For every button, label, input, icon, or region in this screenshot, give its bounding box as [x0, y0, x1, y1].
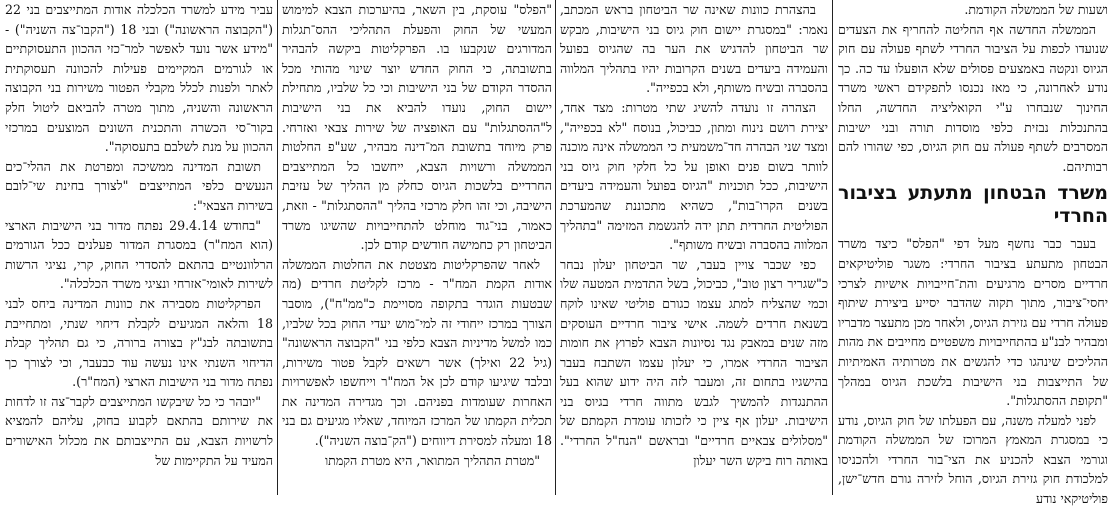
paragraph: תשובת המדינה ממשיכה ומפרטת את ההלי־כים הנעשים כלפי המתייצבים "לצורך בחינת שי־לובם בשירות הצבאי":	[5, 158, 273, 213]
article-column-1	[838, 0, 1108, 507]
paragraph: בעבר כבר נחשף מעל דפי "הפלס" כיצד משרד הבטחון מתעתע בציבור החרדי: משגר פוליטיקאים חרדיים מסרים מרגיעים והת־חייבויות אישיות לצרכי יחסי־ציבור, מתוך תקוה שהדבר יסייע ביצירת שיתוף פעולה חרדי עם גזירת הגיוס, ולאחר מכן מתעצר מדבריו ומבהיר לבנ"ע בהתחייבויות משפטיים מחייבים את מהות ההליכים שינהגו כדי להגשים את מטרותיה האמיתיות של התייצבות בני הישיבות בלשכת הגיוס במהלך "תקופת ההסתגלות".	[838, 236, 1108, 409]
paragraph: לפני למעלה משנה, עם הפעלתו של חוק הגיוס, נודע כי במסגרת המאמץ המרוכז של הממשלה הקודמת וגורמי הצבא להכניע את הצי־בור החרדי ולהכניסו למלכודת חוק גזירת הגיוס, הוחל לזירה גורם חדש־ישן, פוליטיקאי נודע	[838, 412, 1108, 507]
paragraph: עביר מידע למשרד הכלכלה אודות המתייצבים בני 22 ("הקבוצה הראשונה") ובני 18 ("הקבו־צה השניה") - "מידע אשר נועד לאפשר למר־כזי ההכוון התעסוקתיים או לגורמים המקיימים פעילות להכוונה תעסוקתית לאתר ולפנות לכלל מקבלי הפטור משירות בני הקבוצה הראשונה והשניה, מתוך מטרה להביאם ליטול חלק בקור־סי הכשרה והתכנית השונים המוצעים במרכזי ההכוון על מנת לשלבם בתעסוקה".	[5, 2, 273, 155]
paragraph: בהצהרת כוונות שאינה שר הביטחון בראש המכתב, נאמר: "במסגרת יישום חוק גיוס בני הישיבות, מבקש שר הביטחון להדגיש את הער בה שהגיוס בפועל והעמידה ביעדים בשנים הקרובות יהיו בתהליך המלווה בהסברה ובשיח משותף, ולא בכפייה".	[560, 2, 828, 96]
paragraph: "בחודש 29.4.14 נפתח מדור בני הישיבות הארצי (הוא המח"ר) במסגרת המדור פעלנים ככל הגורמים הרלוונטיים בהתאם להסדרי החוק, קרי, נציגי הרשות לשירות לאומי־אזרחי ונציגי משרד הכלכלה".	[5, 217, 273, 292]
paragraph: ושעות של הממשלה הקודמת.	[964, 2, 1108, 17]
article-headline: משרד הבטחון מתעתע בציבור החרדי	[838, 182, 1108, 228]
article-column-3	[282, 0, 552, 495]
paragraph: הממשלה החדשה אף החליטה להחריף את הצעדים שנועדו לכפות על הציבור החרדי לשתף פעולה עם חוק הגיוס ונקטה באמצעים פסולים שלא הופעלו עד כה. כך נודע לאחרונה, כי מאז נכנסו לתפקידם ראשי משרד החינוך שנבחרו ע"י הקואליציה החדשה, החלו בהתנכלות נבזית כלפי מוסדות תורה ובני ישיבות המסרבים לשתף פעולה עם חוק הגיוס, כפי שהורו להם רבותיהם.	[838, 21, 1108, 174]
paragraph: לאחר שהפרקליטות מצטטת את החלטות הממשלה אודות הקמת המח"ר - מרכז לקליטת חרדים (מה שבטעות הוגדר בתקופה מסויימת כ"ממ"ח"), מוסבר הצורך במרכז ייחודי זה למי־מוש יעדי החוק בכל שלביו, כמו למשל מדיניות הצבא כלפי בני "הקבוצה הראשונה" (גיל 22 ואילך) אשר רשאים לקבל פטור משירות, ובלבד שיגיעו קודם לכן אל המח"ר וייחשפו לאפשרויות האחרות שעומדות בפניהם. וכך מגדירה המדינה את תכלית הקמתו של המרכז המיוחד, שאליו מגיעים גם בני 18 ומעלה למסירת דיווחים ("הק־בוצה השניה").	[282, 256, 552, 449]
paragraph: "הפלס" עוסקת, בין השאר, בהיערכות הצבא למימוש המעשי של החוק והפעלת התהליכי ההס־תגלות המדורגים שנקבעו בו. הפרקליטות ביקשה להבהיר בתשובתה, כי החוק החדש יוצר שינוי מהותי מכל ההסדר הקודם של בני הישיבות וכי כל שלביו, מתחילת יישום החוק, נועדו להביא את בני הישיבות ל"ההסתגלות" עם האופציה של שירות צבאי ואזרחי. פרק מיוחד בתשובת המ־דינה מבהיר, שע"פ החלטות הממשלה ורשויות הצבא, ייחשבו כל המתייצבים החרדיים בלשכות הגיוס כחלק מן ההליך של עזיבת הישיבה, וכי זהו חלק מרכזי בהליך "ההסתגלות" - וזאת, כאמור, בני־גוד מוחלט להתחייבויות שהשיגו משרד הביטחון רק כחמישה חודשים קודם לכן.	[282, 2, 552, 253]
column-divider	[555, 0, 556, 495]
paragraph: הפרקליטות מסבירה את כוונות המדינה ביחס לבני 18 והלאה המגיעים לקבלת דיחוי שנתי, ומתחייבת בתשובתה לבג"ץ בצורה ברורה, כי גם תהליך קבלת הדיחוי השנתי אינו נעשה עוד כבעבר, וכי לצורך כך נפתח מדור בני הישיבות הארצי (המח"ר).	[5, 295, 273, 390]
paragraph: "יובהר כי כל שיבקשו המתייצבים לקבר־צה זו לדחות את שירותם בהתאם לקבוע בחוק, עליהם להמציא לרשויות הצבא, עם התייצבותם את מכלול האישורים המעיד על התקיימות של	[5, 393, 273, 468]
column-divider	[832, 0, 833, 495]
paragraph: "מטרת התהליך המתואר, היא מטרת הקמתו	[324, 452, 540, 468]
column-divider	[277, 0, 278, 495]
article-column-2	[560, 0, 828, 495]
paragraph: כפי שכבר צויין בעבר, שר הביטחון יעלון נבחר כ"שגריר רצון טוב", כביכול, בשל התדמית המטעה שלו וכמי שהצליח למתג עצמו כגורם פוליטי שאינו לוקח בשנאת חרדים לשמה. אישי ציבור חרדיים העוסקים מזה שנים במאבק נגד נסיונות הצבא לפרוץ את חומות הציבור החרדי אמרו, כי יעלון עצמו השתבח בעבר בהישגיו בתחום זה, ומעבר לזה היה ידוע שהוא בעל ההתנגדות להמשיך לגבש מתווה חרדי בגיוס בני הישיבות. יעלון אף ציין כי לזכותו עומדת הקמתם של "מסלולים צבאיים חרדיים" ובראשם "הנח"ל החרדי". באותה רוח ביקש השר יעלון	[560, 256, 828, 468]
paragraph: הצהרה זו נועדה להשיג שתי מטרות: מצד אחד, יצירת רושם נינוח ומתון, כביכול, בנוסח "לא בכפייה", ומצד שני הבהרה חד־משמעית כי הממשלה אינה מוכנה לוותר בשום פנים ואופן על כל חלקי חוק גיוס בני הישיבות, ככל תוכניות "הגיוס בפועל והעמידה ביעדים בשנים הקרו־בות", כשהיא מתכוננת שהמערכת הפוליטית החרדית תתן ידה להגשמת המזימה "בתהליך המלווה בהסברה ובשיח משותף".	[560, 99, 828, 253]
article-column-4	[5, 0, 273, 495]
